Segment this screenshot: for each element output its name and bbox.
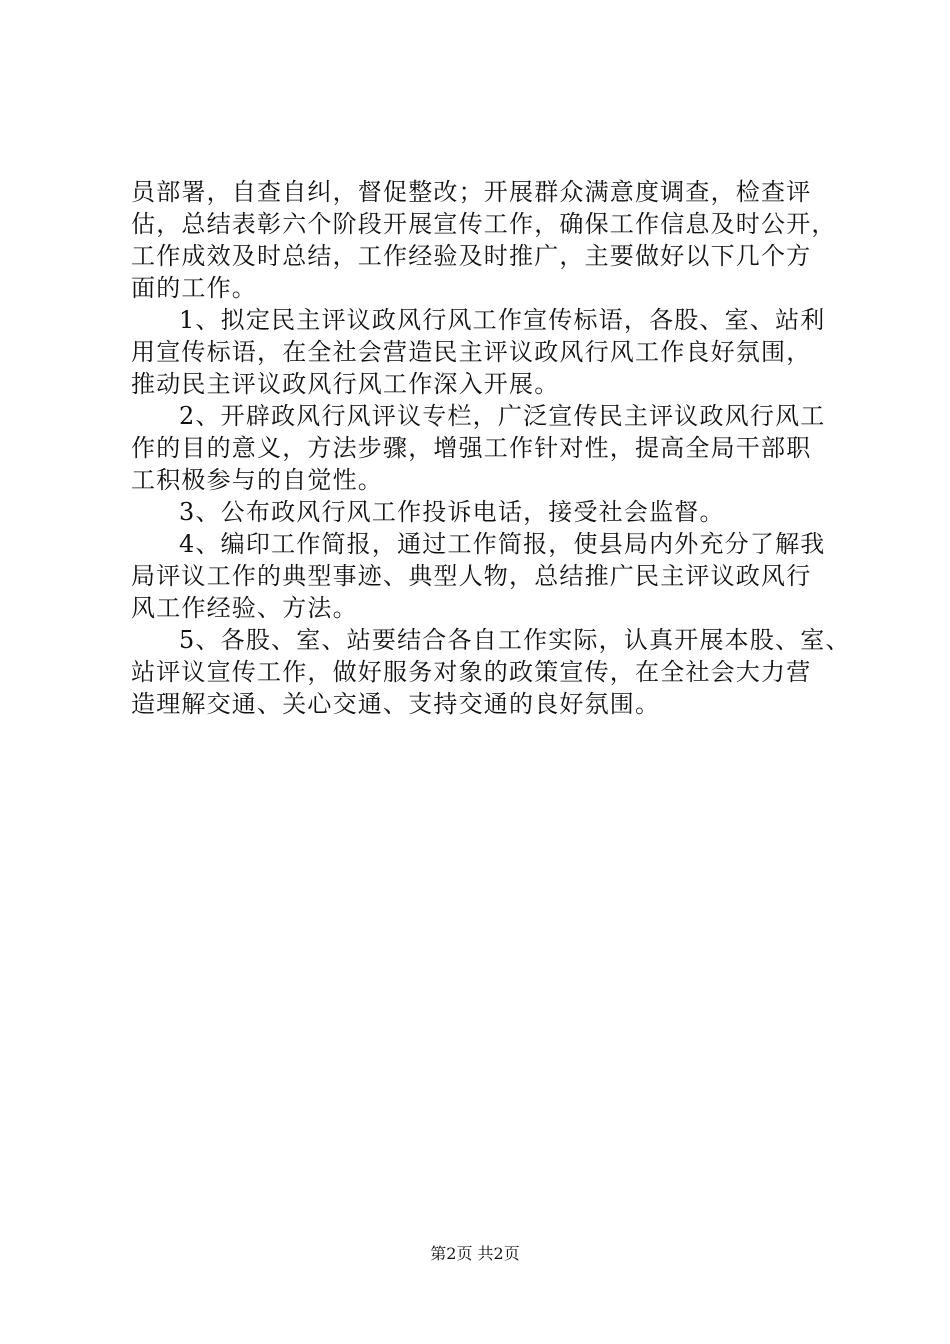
text-line: 局评议工作的典型事迹、典型人物，总结推广民主评议政风行 (131, 562, 812, 590)
text-line: 作的目的意义，方法步骤，增强工作针对性，提高全局干部职 (131, 434, 812, 462)
text-line: 3、公布政风行风工作投诉电话，接受社会监督。 (179, 498, 725, 526)
document-body (131, 176, 851, 720)
text-line: 工作成效及时总结，工作经验及时推广，主要做好以下几个方 (131, 242, 812, 270)
text-line: 估，总结表彰六个阶段开展宣传工作，确保工作信息及时公开， (131, 210, 837, 238)
text-line: 用宣传标语，在全社会营造民主评议政风行风工作良好氛围， (131, 338, 812, 366)
text-line: 员部署，自查自纠，督促整改；开展群众满意度调查，检查评 (131, 178, 812, 206)
text-line: 工积极参与的自觉性。 (131, 466, 383, 494)
page-number-footer: 第2页 共2页 (430, 1244, 520, 1263)
text-line: 风工作经验、方法。 (131, 594, 358, 622)
text-line: 造理解交通、关心交通、支持交通的良好氛围。 (131, 690, 661, 718)
text-line: 推动民主评议政风行风工作深入开展。 (131, 370, 560, 398)
text-line: 5、各股、室、站要结合各自工作实际，认真开展本股、室、 (179, 626, 851, 654)
text-line: 站评议宣传工作，做好服务对象的政策宣传，在全社会大力营 (131, 658, 812, 686)
text-line: 面的工作。 (131, 274, 257, 302)
text-line: 2、开辟政风行风评议专栏，广泛宣传民主评议政风行风工 (179, 402, 826, 430)
text-line: 4、编印工作简报，通过工作简报，使县局内外充分了解我 (179, 530, 826, 558)
text-line: 1、拟定民主评议政风行风工作宣传标语，各股、室、站利 (179, 306, 826, 334)
